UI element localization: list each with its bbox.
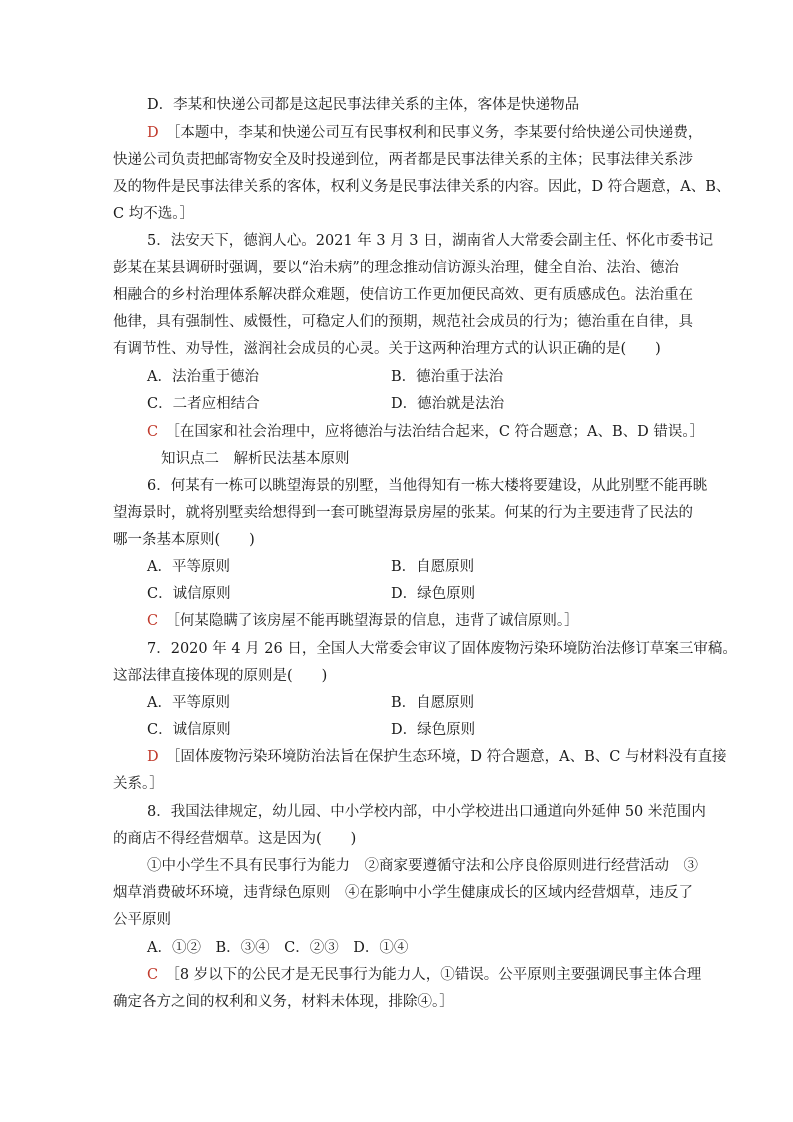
section-heading: 知识点二 解析民法基本原则 [161, 451, 350, 467]
statement-line: ①中小学生不具有民事行为能力 ②商家要遵循守法和公序良俗原则进行经营活动 ③ [147, 858, 698, 874]
text-line: 他律，具有强制性、威慑性，可稳定人们的预期，规范社会成员的行为；德治重在自律，具 [113, 314, 693, 330]
text-line: 关系。］ [113, 776, 164, 792]
question-line: 6．何某有一栋可以眺望海景的别墅，当他得知有一栋大楼将要建设，从此别墅不能再眺 [147, 478, 708, 494]
answer-letter: D [147, 125, 159, 141]
option-b: B．自愿原则 [391, 559, 475, 575]
answer-line: C ［何某隐瞒了该房屋不能再眺望海景的信息，违背了诚信原则。］ [147, 613, 579, 629]
answer-letter: C [147, 613, 159, 629]
options-line: A．①② B．③④ C．②③ D．①④ [147, 940, 409, 956]
option-line: D．李某和快递公司都是这起民事法律关系的主体，客体是快递物品 [147, 97, 580, 113]
answer-line: D ［固体废物污染环境防治法旨在保护生态环境，D 符合题意，A、B、C 与材料没有直接 [147, 749, 727, 765]
option-b: B．德治重于法治 [391, 369, 504, 385]
text-line: C 均不选。］ [113, 206, 194, 222]
option-d: D．绿色原则 [391, 722, 476, 738]
text-line: 公平原则 [113, 912, 171, 928]
question-line: 8．我国法律规定，幼儿园、中小学校内部，中小学校进出口通道向外延伸 50 米范围内 [147, 804, 706, 820]
option-d: D．德治就是法治 [391, 396, 505, 412]
answer-letter: D [147, 749, 159, 765]
text-line: 这部法律直接体现的原则是( ) [113, 668, 328, 684]
question-line: 5．法安天下，德润人心。2021 年 3 月 3 日，湖南省人大常委会副主任、怀化市委书记 [147, 233, 714, 249]
answer-letter: C [147, 424, 159, 440]
question-line: 7．2020 年 4 月 26 日，全国人大常委会审议了固体废物污染环境防治法修订草案三审稿。 [147, 641, 737, 657]
answer-line: D ［本题中，李某和快递公司互有民事权利和民事义务，李某要付给快递公司快递费， [147, 125, 703, 141]
option-c: C．诚信原则 [147, 586, 231, 602]
answer-letter: C [147, 967, 159, 983]
text-line: 确定各方之间的权利和义务，材料未体现，排除④。］ [113, 994, 454, 1010]
text-line: 哪一条基本原则( ) [113, 532, 255, 548]
text-line: 及的物件是民事法律关系的客体，权利义务是民事法律关系的内容。因此，D 符合题意，A、B、 [113, 179, 731, 195]
text-line: 烟草消费破坏环境，违背绿色原则 ④在影响中小学生健康成长的区域内经营烟草，违反了 [113, 885, 693, 901]
option-a: A．平等原则 [147, 695, 230, 711]
option-d: D．绿色原则 [391, 586, 476, 602]
answer-line: C ［8 岁以下的公民才是无民事行为能力人，①错误。公平原则主要强调民事主体合理 [147, 967, 702, 983]
answer-line: C ［在国家和社会治理中，应将德治与法治结合起来，C 符合题意；A、B、D 错误。］ [147, 424, 705, 440]
option-a: A．法治重于德治 [147, 369, 259, 385]
option-b: B．自愿原则 [391, 695, 475, 711]
text-line: 望海景时，就将别墅卖给想得到一套可眺望海景房屋的张某。何某的行为主要违背了民法的 [113, 505, 693, 521]
text-line: 彭某在某县调研时强调，要以“治未病”的理念推动信访源头治理，健全自治、法治、德治 [113, 260, 679, 276]
text-line: 相融合的乡村治理体系解决群众难题，使信访工作更加便民高效、更有质感成色。法治重在 [113, 287, 693, 303]
text-line: 的商店不得经营烟草。这是因为( ) [113, 831, 357, 847]
text-line: 有调节性、劝导性，滋润社会成员的心灵。关于这两种治理方式的认识正确的是( ) [113, 341, 661, 357]
text-line: 快递公司负责把邮寄物安全及时投递到位，两者都是民事法律关系的主体；民事法律关系涉 [113, 152, 693, 168]
option-a: A．平等原则 [147, 559, 230, 575]
option-c: C．诚信原则 [147, 722, 231, 738]
option-c: C．二者应相结合 [147, 396, 260, 412]
